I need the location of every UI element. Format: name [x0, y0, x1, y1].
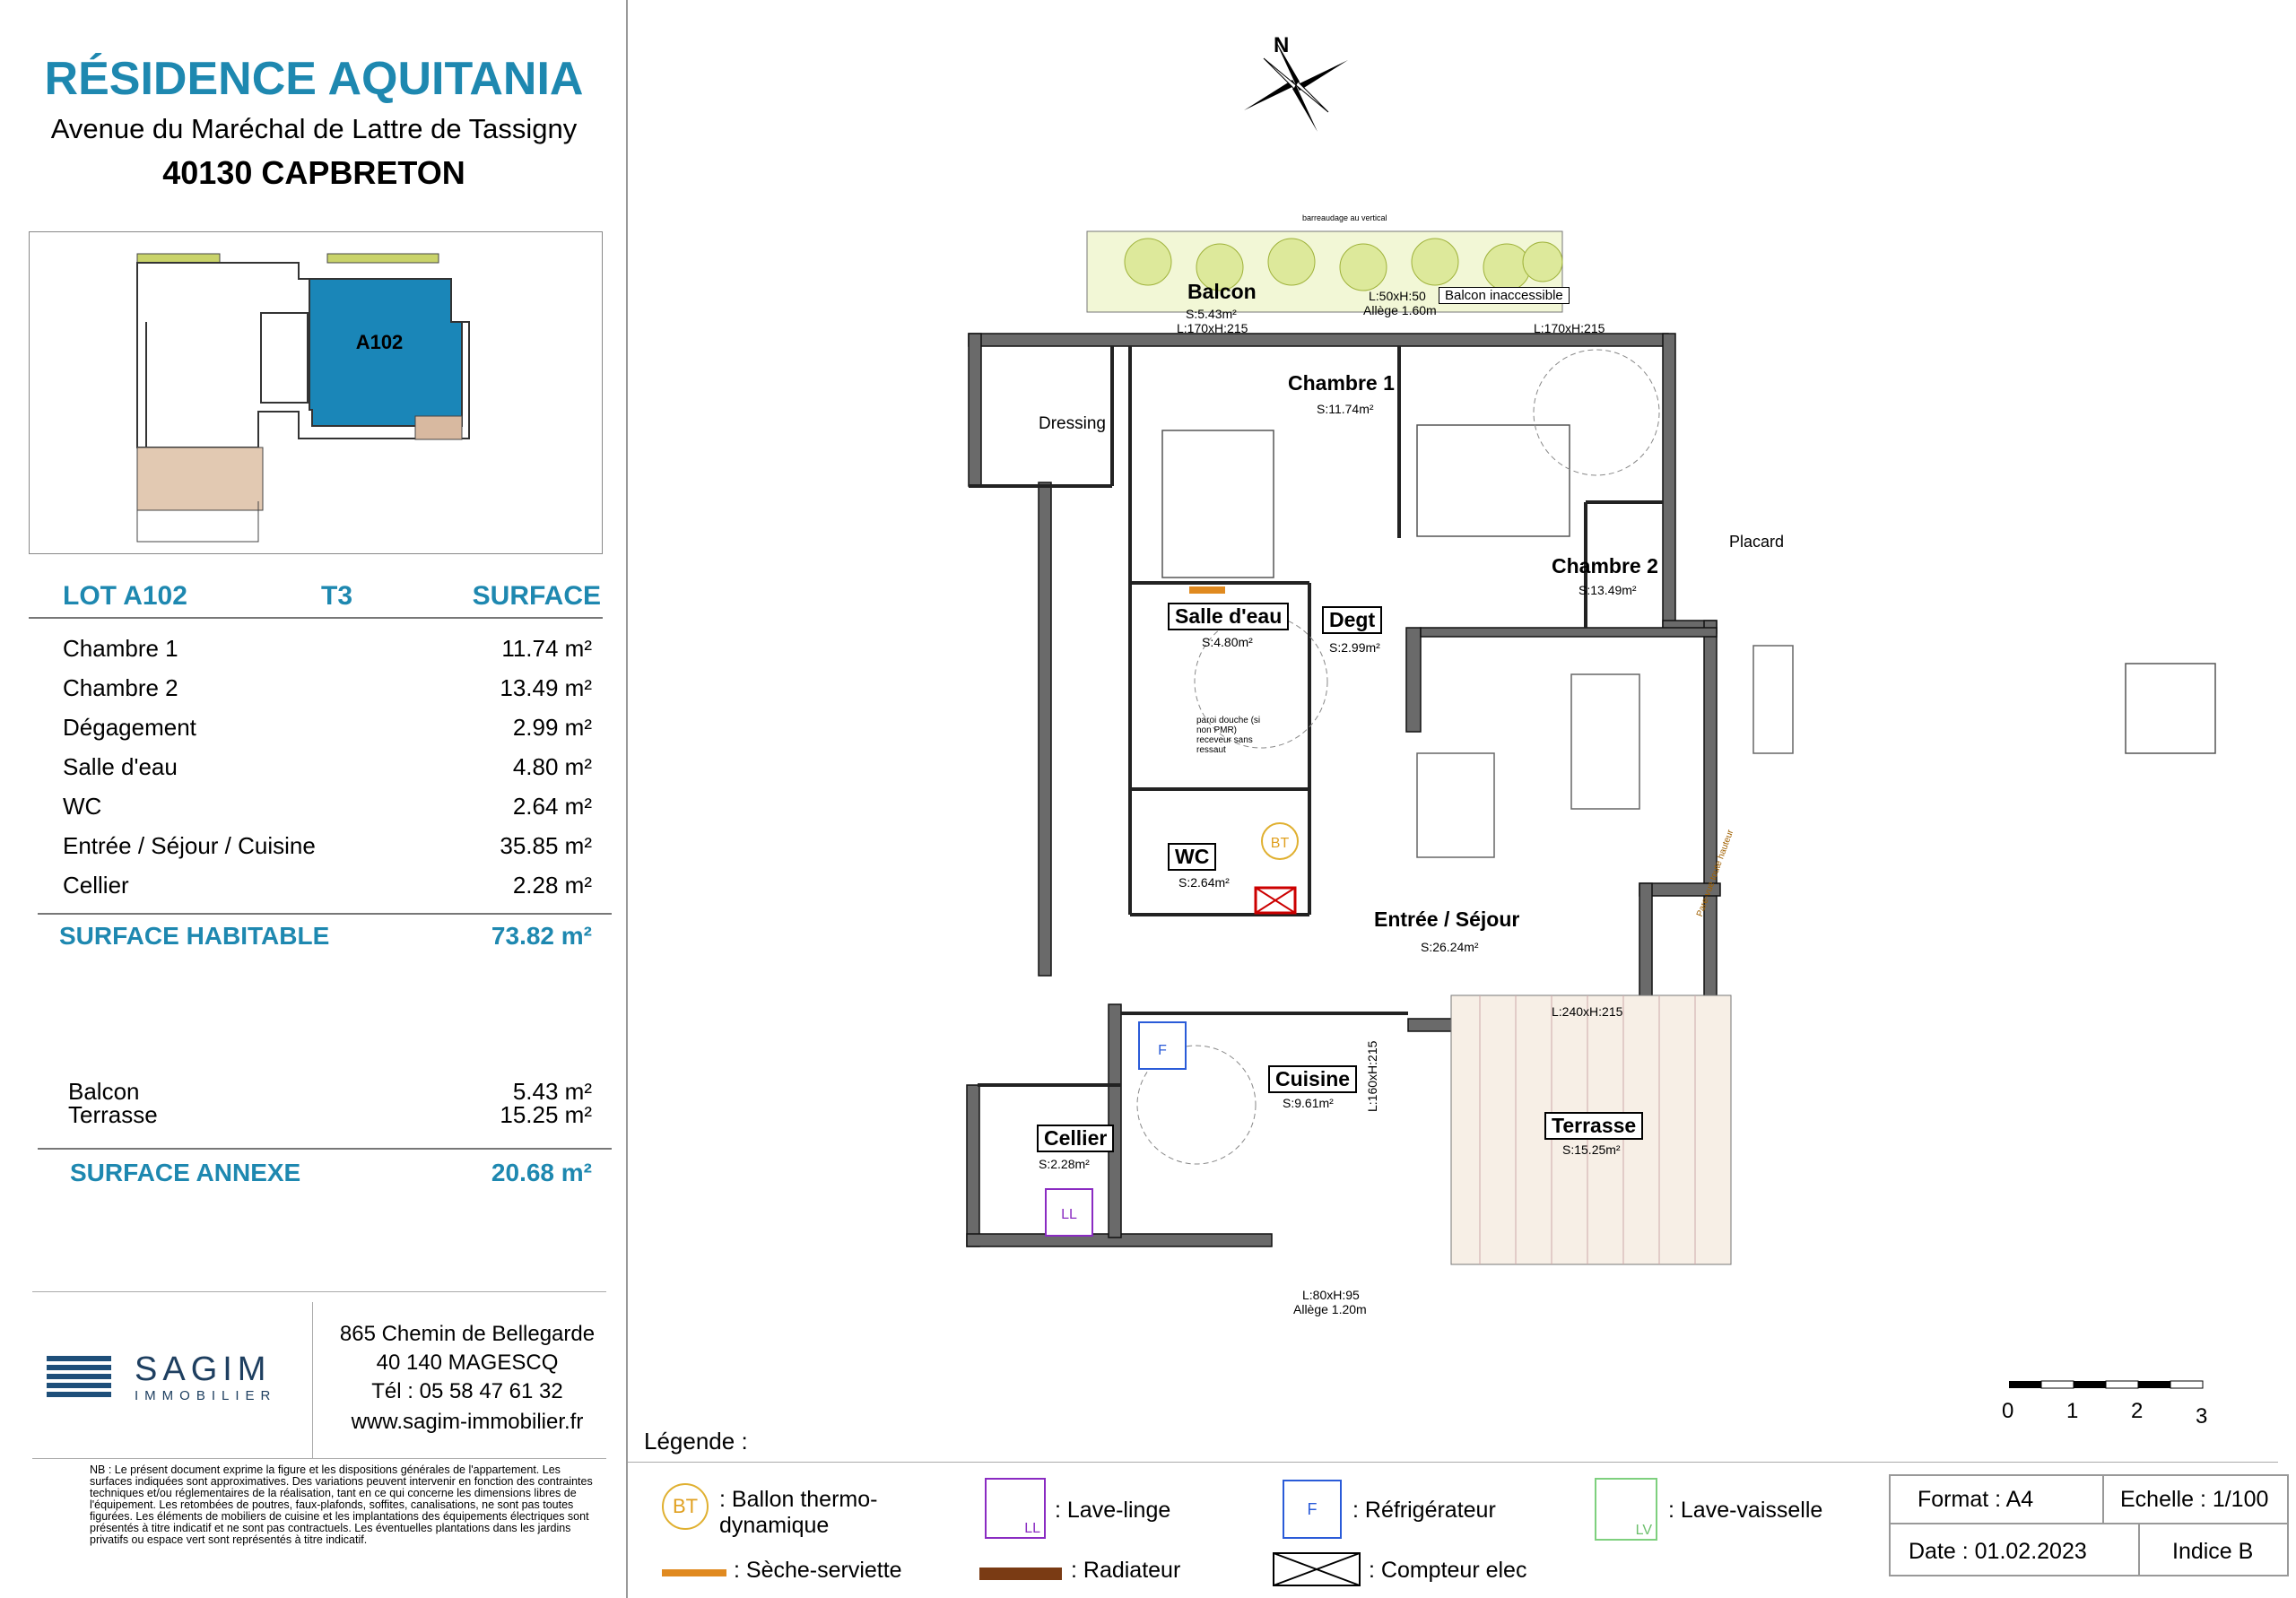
scale-label-2: 2 — [2131, 1399, 2144, 1423]
disclaimer-note: NB : Le présent document exprime la figure et les dispositions générales de l'appartement. Les surfaces indiquées sont approximatives. Des variations peuvent intervenir en fonction des contraintes techniques et/ou réglementaires de la réalisation, tant en ce qui concerne les dimensions libres de l'équipement. Les retombées de poutres, faux-plafonds, soffites, canalisations, ne sont pas toutes figurées. Les éléments de mobiliers de cuisine et les implantations des équipements électriques sont présentés à titre indicatif et ne sont pas contractuels. Les éventuelles plantations dans les jardins privatifs ou espace vert sont représentés à titre indicatif. — [90, 1463, 593, 1546]
room-label-salle-eau: Salle d'eau — [1168, 603, 1289, 630]
surface-header: SURFACE — [472, 581, 601, 611]
washing-machine-legend-icon: LL — [985, 1478, 1046, 1539]
legend-electric-meter: : Compteur elec — [1369, 1558, 1527, 1583]
room-row: Dégagement 2.99 m² — [63, 714, 592, 741]
room-label-chambre1: Chambre 1 — [1288, 371, 1395, 395]
svg-text:BT: BT — [1270, 836, 1290, 851]
legend-title: Légende : — [644, 1428, 748, 1455]
company-street: 865 Chemin de Bellegarde — [339, 1322, 596, 1346]
room-label-sejour: Entrée / Séjour — [1374, 908, 1520, 931]
scale-label-0: 0 — [2002, 1399, 2014, 1423]
floor-plan-drawing — [628, 0, 2296, 1419]
residence-address: Avenue du Maréchal de Lattre de Tassigny — [50, 113, 578, 144]
lot-type: T3 — [321, 581, 353, 611]
habitable-total: SURFACE HABITABLE 73.82 m² — [59, 922, 592, 950]
scale-bar — [2009, 1381, 2203, 1388]
room-row: Entrée / Séjour / Cuisine 35.85 m² — [63, 832, 592, 859]
date-box: Date : 01.02.2023 — [1889, 1523, 2140, 1576]
company-postal: 40 140 MAGESCQ — [376, 1350, 559, 1375]
scale-label-1: 1 — [2066, 1399, 2079, 1423]
format-box: Format : A4 — [1889, 1474, 2104, 1524]
scale-box: Echelle : 1/100 — [2102, 1474, 2289, 1524]
legend-radiator: : Radiateur — [1071, 1558, 1181, 1583]
fridge-legend-icon: F — [1283, 1480, 1342, 1539]
annexe-total: SURFACE ANNEXE 20.68 m² — [70, 1159, 592, 1186]
scale-label-3: 3 — [2196, 1404, 2208, 1429]
dishwasher-legend-icon: LV — [1595, 1478, 1657, 1541]
pare-vue-note: Pare-vue toute hauteur — [1695, 828, 1736, 918]
legend-boiler: : Ballon thermo- dynamique — [719, 1487, 878, 1538]
legend-towel-rail: : Sèche-serviette — [734, 1558, 902, 1583]
residence-title: RÉSIDENCE AQUITANIA — [44, 53, 584, 105]
divider — [312, 1302, 313, 1459]
boiler-legend-icon: BT — [662, 1483, 709, 1530]
legend-washing-machine: : Lave-linge — [1055, 1498, 1171, 1523]
company-website[interactable]: www.sagim-immobilier.fr — [351, 1410, 584, 1434]
key-plan-drawing — [30, 232, 602, 553]
room-row: Cellier 2.28 m² — [63, 872, 592, 899]
legend-dishwasher: : Lave-vaisselle — [1668, 1498, 1823, 1523]
annexe-row: Terrasse 15.25 m² — [68, 1101, 592, 1128]
room-label-terrasse: Terrasse — [1544, 1112, 1643, 1140]
lot-number: LOT A102 — [63, 581, 187, 611]
sagim-logo-icon — [47, 1356, 111, 1401]
divider — [628, 1462, 2278, 1463]
room-row: Chambre 1 11.74 m² — [63, 635, 592, 662]
svg-text:LL: LL — [1061, 1207, 1077, 1222]
key-plan-lot-label: A102 — [355, 331, 404, 353]
north-arrow-icon — [1244, 39, 1348, 132]
barreaudage-note: barreaudage au vertical — [1302, 213, 1387, 222]
room-label-cellier: Cellier — [1037, 1125, 1114, 1152]
room-label-balcon: Balcon — [1187, 280, 1257, 303]
shower-note: paroi douche (si non PMR) receveur sans ressaut — [1196, 716, 1261, 755]
index-box: Indice B — [2138, 1523, 2289, 1576]
company-phone: Tél : 05 58 47 61 32 — [371, 1379, 563, 1403]
balcon-inaccessible-note: Balcon inaccessible — [1439, 287, 1570, 304]
company-name: SAGIM — [135, 1350, 272, 1388]
room-row: WC 2.64 m² — [63, 793, 592, 820]
divider — [38, 913, 612, 915]
company-sub: IMMOBILIER — [135, 1388, 277, 1403]
divider — [29, 617, 603, 619]
annexe-row: Balcon 5.43 m² — [68, 1078, 592, 1105]
room-label-cuisine: Cuisine — [1268, 1065, 1357, 1093]
divider — [32, 1291, 606, 1292]
towel-rail-icon — [1189, 586, 1225, 594]
key-plan — [29, 231, 603, 554]
room-label-chambre2: Chambre 2 — [1552, 554, 1658, 578]
legend-fridge: : Réfrigérateur — [1352, 1498, 1496, 1523]
room-label-degt: Degt — [1322, 606, 1382, 634]
info-panel — [0, 0, 628, 1598]
legend — [628, 1419, 2296, 1598]
electric-meter-legend-icon — [1272, 1551, 1361, 1587]
room-row: Salle d'eau 4.80 m² — [63, 753, 592, 780]
svg-text:F: F — [1158, 1043, 1167, 1058]
radiator-legend-icon — [979, 1568, 1062, 1580]
room-label-dressing: Dressing — [1039, 414, 1106, 433]
floor-plan: N barreaudage au vertical BT F LL Balcon S:5.43m² Chambre 1 S:11.74m² Chambre 2 S:13.49m² Dressing Placard Salle d'eau S:4.80m² Degt S:2.99m² WC S:2.64m² Entrée / Séjour S:26.24m² Cuisine S:9.61m² Cellier S:2.28m² Terrasse S:15.25m² Balcon inaccessible L:50xH:50 Allège 1.60m L:170xH:215 L:170xH:215 L:240xH:215 L:160xH:215 L:80xH:95 Allège 1.20m paroi douche (si non PMR) receveur sans ressaut Pare-vue toute hauteur 0 1 2 3 — [628, 0, 2296, 1419]
towel-rail-legend-icon — [662, 1569, 726, 1576]
room-label-placard: Placard — [1729, 533, 1785, 551]
divider — [38, 1148, 612, 1150]
room-label-wc: WC — [1168, 843, 1216, 871]
north-label: N — [1274, 33, 1290, 57]
room-row: Chambre 2 13.49 m² — [63, 674, 592, 701]
divider — [32, 1458, 606, 1459]
residence-city: 40130 CAPBRETON — [162, 154, 465, 191]
